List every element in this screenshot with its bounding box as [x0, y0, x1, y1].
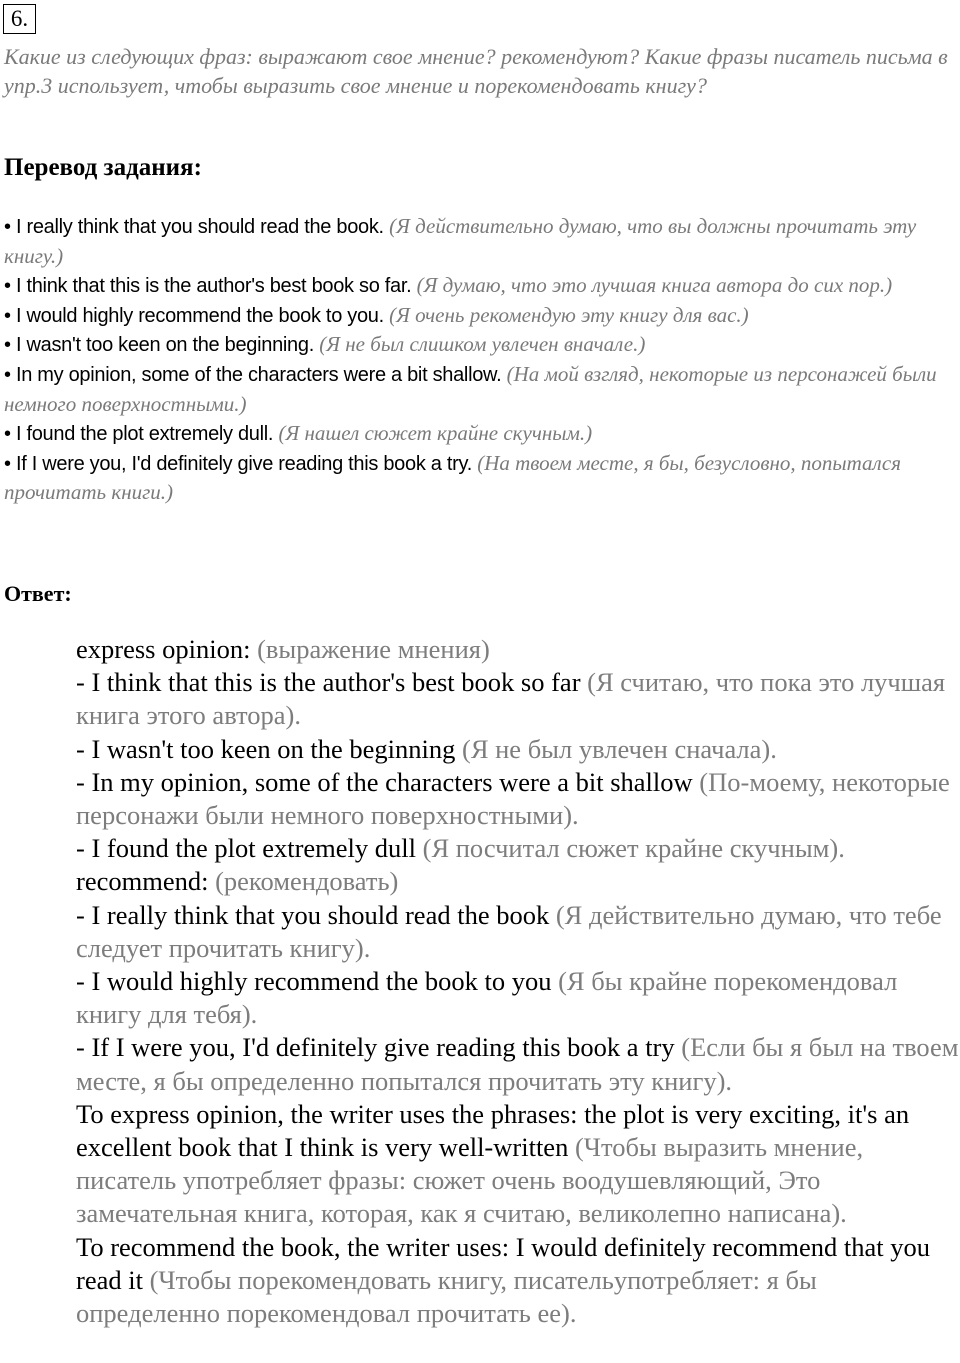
- phrase-en: • If I were you, I'd definitely give reading this book a try.: [4, 452, 472, 475]
- answer-line: [76, 965, 960, 1031]
- phrase-en: • In my opinion, some of the characters were a bit shallow.: [4, 363, 502, 386]
- answer-en: - In my opinion, some of the characters were a bit shallow: [76, 766, 693, 797]
- answer-line: [76, 1231, 960, 1331]
- exercise-number: 6.: [3, 4, 36, 34]
- translation-heading: Перевод задания:: [4, 154, 202, 181]
- phrase-item: [4, 271, 956, 301]
- phrase-ru: (Я нашел сюжет крайне скучным.): [278, 421, 593, 446]
- phrase-ru: (Я думаю, что это лучшая книга автора до сих пор.): [416, 273, 893, 298]
- answer-en: - I really think that you should read the book: [76, 899, 550, 930]
- phrase-ru: (На мой взгляд, некоторые из персонажей были немного поверхностными.): [4, 361, 937, 416]
- phrase-ru: (На твоем месте, я бы, безусловно, попытался прочитать книги.): [4, 450, 902, 505]
- answer-line: [76, 1031, 960, 1097]
- answer-ru: (Я действительно думаю, что тебе следует прочитать книгу).: [76, 899, 942, 963]
- phrase-en: • I found the plot extremely dull.: [4, 423, 274, 446]
- answer-ru: (Если бы я был на твоем месте, я бы определенно попытался прочитать эту книгу).: [76, 1032, 959, 1096]
- phrase-item: [4, 419, 956, 449]
- answer-ru: (Я не был увлечен сначала).: [462, 733, 777, 764]
- answer-en: - I found the plot extremely dull: [76, 833, 416, 864]
- answer-line: [76, 766, 960, 832]
- answer-ru: (По-моему, некоторые персонажи были немного поверхностными).: [76, 766, 950, 831]
- answer-ru: (Чтобы выразить мнение, писатель употребляет фразы: сюжет очень воодушевляющий, Это замечательная книга, которая, как я считаю, великолепно написана).: [76, 1132, 864, 1229]
- phrase-item: [4, 301, 956, 331]
- phrase-ru: (Я очень рекомендую эту книгу для вас.): [389, 302, 749, 327]
- answer-en: - I think that this is the author's best book so far: [76, 667, 581, 698]
- answer-ru: (Я бы крайне порекомендовал книгу для тебя).: [76, 966, 898, 1030]
- answer-line: [76, 733, 960, 766]
- phrase-ru: (Я не был слишком увлечен вначале.): [319, 332, 646, 357]
- task-text: Какие из следующих фраз: выражают свое мнение? рекомендуют? Какие фразы писатель письма в упр.3 использует, чтобы выразить свое мнение и порекомендовать книгу?: [4, 44, 948, 98]
- phrase-en: • I really think that you should read the book.: [4, 216, 384, 238]
- answer-en: - I wasn't too keen on the beginning: [76, 733, 456, 764]
- phrase-item: [4, 449, 956, 508]
- answer-line: [76, 633, 960, 666]
- answer-ru: (рекомендовать): [215, 866, 399, 897]
- answer-line: [76, 666, 960, 732]
- answer-line: [76, 832, 960, 865]
- phrase-en: • I wasn't too keen on the beginning.: [4, 334, 314, 357]
- phrase-ru: (Я действительно думаю, что вы должны прочитать эту книгу.): [4, 214, 917, 268]
- answer-en: To recommend the book, the writer uses: I would definitely recommend that you read it: [76, 1231, 931, 1295]
- phrase-item: [4, 360, 956, 419]
- answer-line: [76, 1098, 960, 1231]
- phrase-list: [4, 212, 956, 508]
- answer-label: Ответ:: [4, 581, 72, 606]
- phrase-item: [4, 212, 956, 271]
- answer-line: [76, 865, 960, 898]
- answer-en: - If I were you, I'd definitely give reading this book a try: [76, 1032, 675, 1063]
- answer-en: express opinion:: [76, 634, 251, 664]
- answer-en: - I would highly recommend the book to you: [76, 966, 552, 997]
- answer-body: [76, 633, 960, 1330]
- answer-en: To express opinion, the writer uses the phrases: the plot is very exciting, it's an excellent book that I think is very well-written: [76, 1098, 910, 1163]
- answer-en: recommend:: [76, 866, 209, 897]
- answer-ru: (Я посчитал сюжет крайне скучным).: [422, 833, 845, 864]
- phrase-en: • I think that this is the author's best book so far.: [4, 275, 412, 298]
- answer-ru: (Я считаю, что пока это лучшая книга этого автора).: [76, 667, 946, 731]
- answer-ru: (выражение мнения): [257, 634, 490, 664]
- answer-line: [76, 899, 960, 965]
- phrase-en: • I would highly recommend the book to you.: [4, 304, 384, 327]
- answer-ru: (Чтобы порекомендовать книгу, писательупотребляет: я бы определенно порекомендовал прочитать ее).: [76, 1264, 817, 1329]
- phrase-item: [4, 330, 956, 360]
